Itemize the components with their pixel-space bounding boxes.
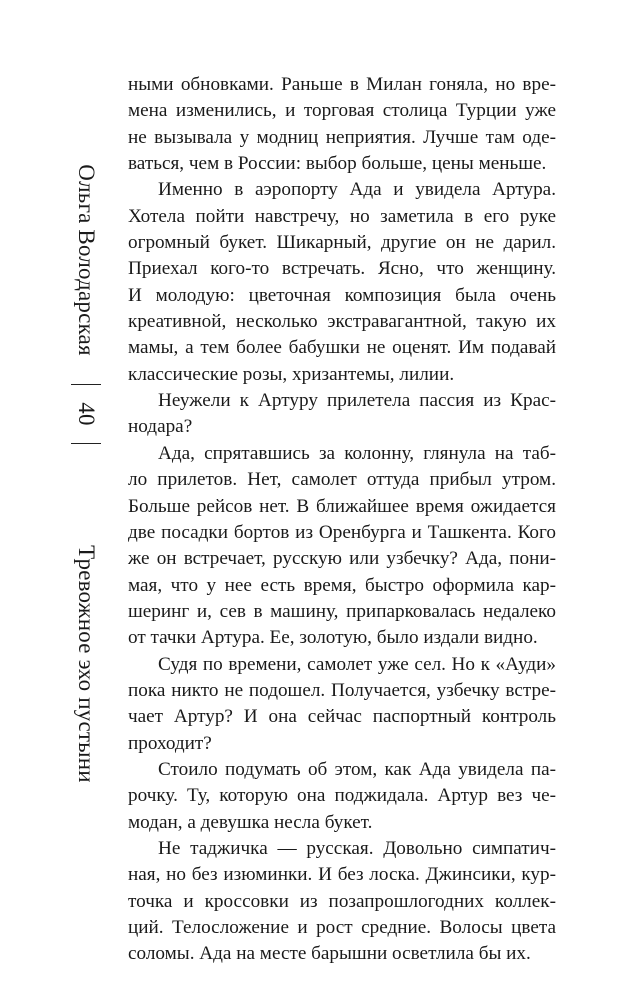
text-line: мамы, а тем более бабушки не оценят. Им подавай xyxy=(128,337,556,359)
running-head-divider xyxy=(71,384,101,385)
text-line: пока никто не подошел. Получается, узбечку встре- xyxy=(128,679,556,701)
text-line: проходит? xyxy=(128,732,212,754)
text-line: чает Артур? И она сейчас паспортный контроль xyxy=(128,706,556,728)
text-line: ло прилетов. Нет, самолет оттуда прибыл утром. xyxy=(128,469,556,491)
text-line: Ада, спрятавшись за колонну, глянула на таб- xyxy=(158,442,556,464)
text-line: ваться, чем в России: выбор больше, цены меньше. xyxy=(128,153,547,175)
paragraph xyxy=(128,177,556,388)
text-line: шеринг и, сев в машину, припарковалась недалеко xyxy=(128,600,556,622)
text-line: креативной, несколько экстравагантной, такую их xyxy=(128,311,556,333)
text-line: Стоило подумать об этом, как Ада увидела па- xyxy=(158,758,556,780)
running-head-author: Ольга Володарская xyxy=(74,164,99,356)
text-line: же он встречает, русскую или узбечку? Ада, пони- xyxy=(128,548,556,570)
text-line: модан, а девушка несла букет. xyxy=(128,811,373,833)
text-line: рочку. Ту, которую она поджидала. Артур вез че- xyxy=(128,785,556,807)
text-line: Неужели к Артуру прилетела пассия из Крас- xyxy=(158,390,556,412)
text-line: мена изменились, и торговая столица Турции уже xyxy=(128,100,556,122)
text-line: Судя по времени, самолет уже сел. Но к «Ауди» xyxy=(158,653,556,675)
text-line: Приехал кого-то встречать. Ясно, что женщину. xyxy=(128,258,556,280)
text-line: ная, но без изюминки. И без лоска. Джинсики, кур- xyxy=(128,864,556,886)
text-line: ными обновками. Раньше в Милан гоняла, но вре- xyxy=(128,74,556,95)
paragraph xyxy=(128,652,556,757)
text-line: не вызывала у модниц неприятия. Лучше там оде- xyxy=(128,126,556,148)
running-head xyxy=(62,145,110,875)
paragraph xyxy=(128,757,556,836)
text-line: огромный букет. Шикарный, другие он не дарил. xyxy=(128,232,556,254)
text-line: две посадки бортов из Оренбурга и Ташкента. Кого xyxy=(128,521,556,543)
running-head-divider xyxy=(71,443,101,444)
running-head-book-title: Тревожное эхо пустыни xyxy=(74,545,99,783)
body-text xyxy=(128,72,556,968)
text-line: Больше рейсов нет. В ближайшее время ожидается xyxy=(128,495,556,517)
text-line: Именно в аэропорту Ада и увидела Артура. xyxy=(158,179,556,201)
text-line: ций. Телосложение и рост средние. Волосы цвета xyxy=(128,917,556,938)
text-line: Хотела пойти навстречу, но заметила в его руке xyxy=(128,205,556,227)
text-line: классические розы, хризантемы, лилии. xyxy=(128,363,455,385)
text-line: И молодую: цветочная композиция была очень xyxy=(128,284,556,306)
text-line: мая, что у нее есть время, быстро оформила кар- xyxy=(128,574,556,596)
text-line: точка и кроссовки из позапрошлогодних коллек- xyxy=(128,890,556,912)
text-line: от тачки Артура. Ее, золотую, было издали видно. xyxy=(128,627,538,649)
paragraph xyxy=(128,836,556,968)
text-line: соломы. Ада на месте барышни осветлила бы их. xyxy=(128,943,531,965)
paragraph xyxy=(128,72,556,177)
paragraph xyxy=(128,441,556,652)
text-line: нодара? xyxy=(128,416,193,438)
page-number: 40 xyxy=(74,402,99,426)
text-line: Не таджичка — русская. Довольно симпатич- xyxy=(158,837,556,859)
paragraph xyxy=(128,388,556,441)
